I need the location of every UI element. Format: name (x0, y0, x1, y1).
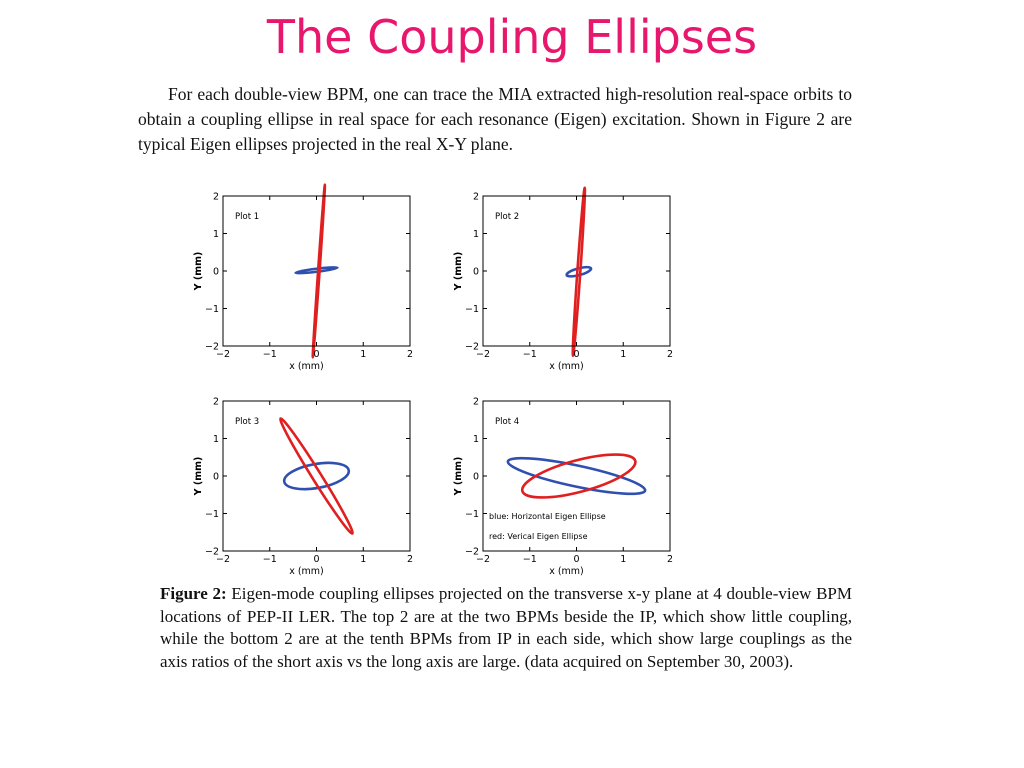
plot-label: Plot 3 (235, 417, 260, 427)
caption-text: Eigen-mode coupling ellipses projected on the transverse x-y plane at 4 double-view BPM locations of PEP-II LER. The top 2 are at the two BPMs beside the IP, which show little coupling, while the bottom 2 are at the tenth BPMs from IP in each side, which show large couplings as the axis ratios of the short axis vs the long axis are large. (data acquired on September 30, 2003). (160, 584, 852, 671)
figure-2 (180, 180, 700, 580)
y-tick-label: 2 (472, 396, 479, 408)
y-tick-label: 0 (212, 471, 219, 483)
x-tick-label: −2 (215, 349, 231, 360)
y-tick-label: 0 (472, 471, 479, 483)
x-tick-label: −2 (215, 554, 231, 565)
legend-entry: blue: Horizontal Eigen Ellipse (489, 512, 606, 521)
y-tick-label: 1 (212, 229, 219, 240)
x-tick-label: 2 (666, 554, 674, 565)
x-axis-label: x (mm) (289, 566, 324, 577)
x-tick-label: −2 (475, 554, 491, 565)
y-tick-label: 2 (212, 191, 219, 203)
plot-4 (453, 397, 673, 578)
x-tick-label: 1 (360, 554, 367, 565)
y-tick-label: −2 (204, 341, 219, 353)
y-tick-label: −1 (204, 304, 219, 315)
y-tick-label: −2 (204, 546, 219, 558)
caption-label: Figure 2: (160, 584, 227, 603)
y-tick-label: −2 (464, 546, 479, 558)
x-tick-label: 1 (620, 554, 627, 565)
y-axis-label: Y (mm) (453, 456, 464, 496)
y-tick-label: 2 (212, 396, 219, 408)
ellipse-blue (282, 458, 351, 493)
y-tick-label: 2 (472, 191, 479, 203)
x-tick-label: 0 (573, 349, 580, 360)
y-tick-label: −2 (464, 341, 479, 353)
y-tick-label: −1 (464, 509, 479, 520)
legend-entry: red: Verical Eigen Ellipse (489, 532, 588, 541)
intro-paragraph: For each double-view BPM, one can trace the MIA extracted high-resolution real-space orbits to obtain a coupling ellipse in real space for each resonance (Eigen) excitation. Shown in Figure 2 are typical Eigen ellipses projected in the real X-Y plane. (138, 84, 852, 154)
x-tick-label: −1 (262, 349, 277, 360)
plot-1 (193, 185, 413, 372)
x-tick-label: −2 (475, 349, 491, 360)
plot-label: Plot 2 (495, 212, 520, 222)
ellipse-red (571, 188, 586, 356)
figure-caption (160, 583, 852, 673)
x-tick-label: 1 (620, 349, 627, 360)
y-tick-label: 1 (472, 434, 479, 445)
x-axis-label: x (mm) (289, 361, 324, 372)
x-axis-label: x (mm) (549, 566, 584, 577)
plot-label: Plot 4 (495, 417, 520, 427)
x-tick-label: −1 (522, 349, 537, 360)
ellipse-red (518, 446, 639, 507)
x-tick-label: 1 (360, 349, 367, 360)
y-tick-label: 1 (472, 229, 479, 240)
x-tick-label: 0 (313, 349, 320, 360)
y-tick-label: −1 (464, 304, 479, 315)
x-tick-label: 2 (406, 349, 414, 360)
y-tick-label: 0 (212, 266, 219, 278)
x-tick-label: 0 (573, 554, 580, 565)
y-tick-label: 1 (212, 434, 219, 445)
x-tick-label: −1 (262, 554, 277, 565)
x-tick-label: 2 (666, 349, 674, 360)
x-tick-label: 2 (406, 554, 414, 565)
ellipse-red (277, 416, 356, 536)
y-axis-label: Y (mm) (453, 251, 464, 291)
plot-3 (193, 397, 413, 578)
slide-title: The Coupling Ellipses (266, 10, 758, 64)
y-axis-label: Y (mm) (193, 456, 204, 496)
x-axis-label: x (mm) (549, 361, 584, 372)
y-axis-label: Y (mm) (193, 251, 204, 291)
y-tick-label: 0 (472, 266, 479, 278)
plot-label: Plot 1 (235, 212, 260, 222)
x-tick-label: −1 (522, 554, 537, 565)
y-tick-label: −1 (204, 509, 219, 520)
plot-2 (453, 188, 673, 372)
x-tick-label: 0 (313, 554, 320, 565)
ellipse-blue (295, 266, 337, 274)
